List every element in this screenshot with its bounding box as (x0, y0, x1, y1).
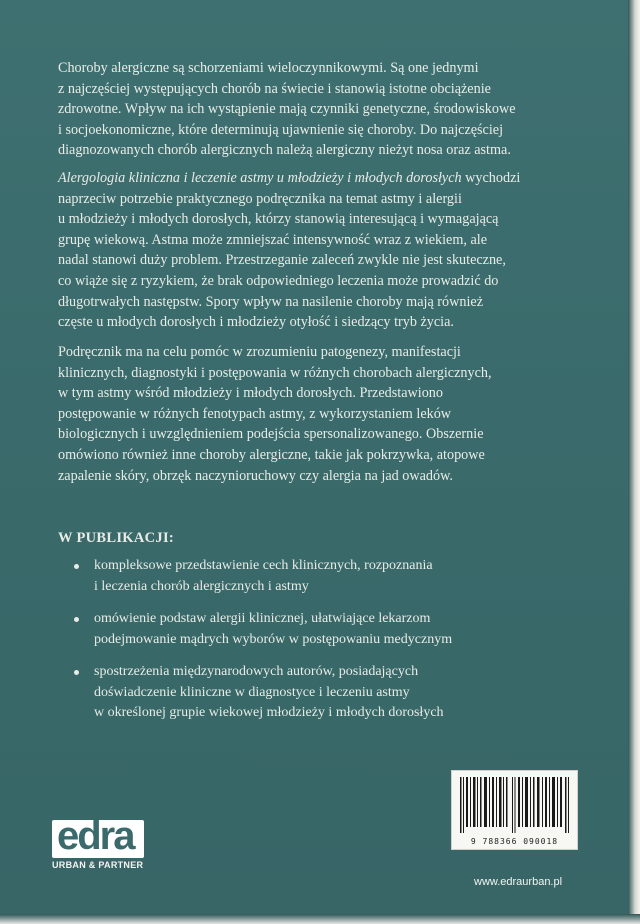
barcode-digits: 9 788366 090018 (470, 837, 559, 846)
text-line: biologicznych i uwzględnieniem podejścia spersonalizowanego. Obszernie (58, 426, 484, 443)
bullet-item (58, 609, 558, 650)
text-line: nadal stanowi duży problem. Przestrzeganie zaleceń zwykle nie jest skuteczne, (58, 252, 506, 269)
text-line: długotrwałych następstw. Spory wpływ na nasilenie choroby mają również (58, 293, 483, 310)
text-line: postępowanie w różnych fenotypach astmy, z wykorzystaniem leków (58, 405, 452, 422)
barcode-icon (458, 777, 571, 833)
text-line: Choroby alergiczne są schorzeniami wieloczynnikowymi. Są one jednymi (58, 60, 479, 76)
text-line: kompleksowe przedstawienie cech klinicznych, rozpoznania (94, 558, 433, 573)
text-line (58, 168, 558, 189)
text-line: w tym astmy wśród młodzieży i młodych dorosłych. Przedstawiono (58, 385, 443, 402)
text-line: omówienie podstaw alergii klinicznej, ułatwiające lekarzom (94, 611, 431, 626)
text-line: grupę wiekową. Astma może zmniejszać intensywność wraz z wiekiem, ale (58, 231, 488, 248)
barcode (451, 770, 578, 850)
text-line: podejmowanie mądrych wyborów w postępowaniu medycznym (94, 631, 453, 647)
publication-bullet-list (58, 556, 558, 736)
book-title-italic: Alergologia kliniczna i leczenie astmy u młodzieży i młodych dorosłych (58, 170, 462, 186)
logo-subtitle: URBAN & PARTNER (52, 860, 144, 870)
text-line: klinicznych, diagnostyki i postępowania w różnych chorobach alergicznych, (58, 364, 492, 381)
text-line: Podręcznik ma na celu pomóc w zrozumieniu patogenezy, manifestacji (58, 344, 461, 360)
text-line: doświadczenie kliniczne w diagnostyce i leczeniu astmy (94, 684, 410, 700)
description-paragraph-1 (58, 58, 558, 161)
publisher-logo (52, 814, 144, 872)
bullet-item (58, 556, 558, 597)
text-line: co wiąże się z ryzykiem, że brak odpowiedniego leczenia może prowadzić do (58, 272, 499, 289)
page-edge (628, 0, 640, 924)
text-line: diagnozowanych chorób alergicznych należą alergiczny nieżyt nosa oraz astma. (58, 142, 511, 159)
text-line: i leczenia chorób alergicznych i astmy (94, 578, 309, 594)
text-line: spostrzeżenia międzynarodowych autorów, posiadających (94, 664, 419, 679)
text-line: w określonej grupie wiekowej młodzieży i młodych dorosłych (94, 705, 444, 720)
text-line: zapalenie skóry, obrzęk naczynioruchowy czy alergia na jad owadów. (58, 467, 453, 484)
text-line: częste u młodych dorosłych i młodzieży otyłość i siedzący tryb życia. (58, 314, 454, 331)
publisher-url[interactable]: www.edraurban.pl (474, 876, 563, 888)
edra-logo-icon (52, 814, 144, 858)
text-line: omówiono również inne choroby alergiczne, takie jak pokrzywka, atopowe (58, 446, 485, 463)
publication-heading: W PUBLIKACJI: (58, 530, 175, 546)
text-line: z najczęściej występujących chorób na świecie i stanowią istotne obciążenie (58, 80, 491, 97)
text-line: zdrowotne. Wpływ na ich wystąpienie mają czynniki genetyczne, środowiskowe (58, 101, 516, 118)
bullet-dot-icon (74, 670, 79, 675)
page-edge-bottom (0, 914, 640, 924)
bullet-dot-icon (74, 617, 79, 622)
text-line: u młodzieży i młodych dorosłych, którzy stanowią interesującą i wymagającą (58, 211, 499, 228)
description-paragraph-2 (58, 168, 558, 333)
text-line: naprzeciw potrzebie praktycznego podręcznika na temat astmy i alergii (58, 190, 462, 207)
logo-word: edra (57, 814, 134, 858)
text-fragment: wychodzi (461, 170, 521, 186)
bullet-item (58, 662, 558, 724)
description-paragraph-3 (58, 342, 558, 486)
text-line: i socjoekonomiczne, które determinują ujawnienie się choroby. Do najczęściej (58, 121, 504, 138)
bullet-dot-icon (74, 564, 79, 569)
